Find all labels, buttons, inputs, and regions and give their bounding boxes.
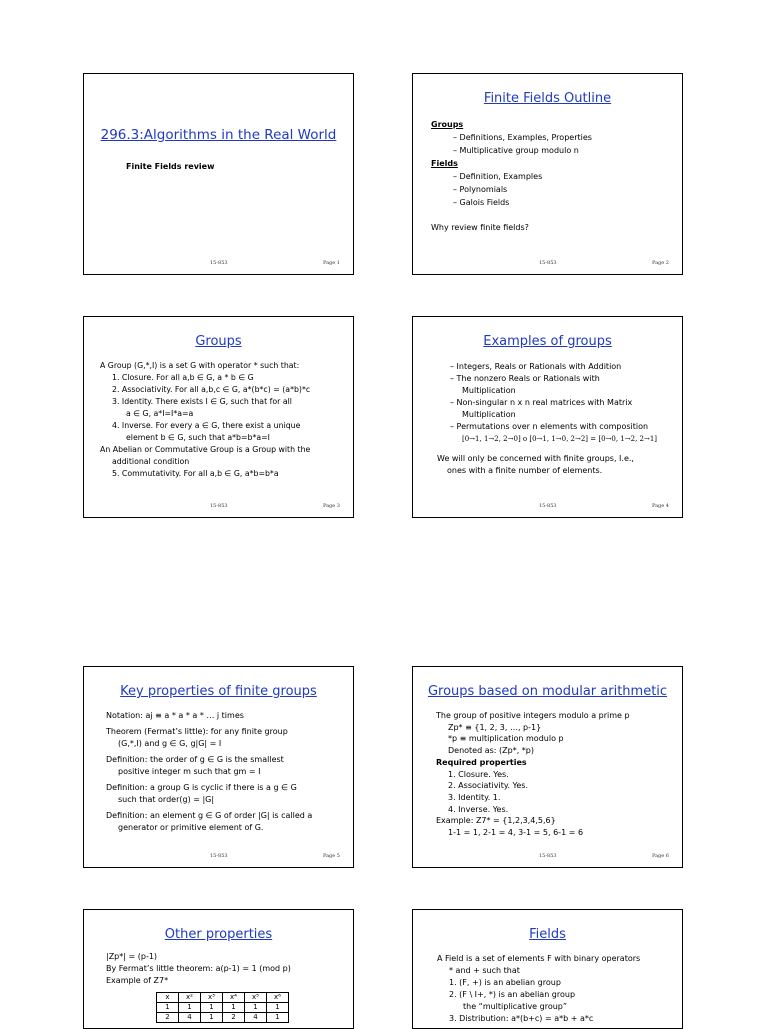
slide-7 [83, 909, 354, 1029]
slide-title: Other properties [164, 927, 273, 942]
content-line: |Zp*| = (p-1) [106, 952, 158, 961]
slide-3 [83, 316, 354, 518]
table-cell: 2 [223, 1013, 245, 1023]
footer-course: 15-853 [539, 260, 557, 266]
heading-fields: Fields [431, 159, 458, 168]
content-line: 2. (F \ I+, *) is an abelian group [449, 990, 576, 999]
content-line: 1. (F, +) is an abelian group [449, 978, 561, 987]
property-line: element b ∈ G, such that a*b=b*a=I [126, 433, 270, 442]
bullet: – Galois Fields [453, 198, 510, 207]
bullet: Multiplication [462, 386, 516, 395]
slide-1 [83, 73, 354, 275]
bullet: Multiplication [462, 410, 516, 419]
content-line: Zp* ≡ {1, 2, 3, …, p-1} [448, 722, 542, 732]
table-cell: 4 [245, 1013, 267, 1023]
table-header-cell: x⁶ [267, 993, 289, 1003]
footer-page: Page 6 [651, 853, 669, 859]
table-cell: 1 [201, 1003, 223, 1013]
heading-groups: Groups [431, 120, 464, 129]
content-line: 3. Distribution: a*(b+c) = a*b + a*c [449, 1014, 594, 1023]
notation-line: Notation: aj ≡ a * a * a * … j times [106, 711, 244, 720]
bullet: – Non-singular n x n real matrices with Matrix [450, 398, 633, 407]
definition-line: additional condition [112, 457, 190, 466]
slide-content [106, 951, 343, 987]
note-line: We will only be concerned with finite groups, I.e., [437, 454, 634, 463]
definition-line: positive integer m such that gm = I [118, 767, 261, 776]
question-text: Why review finite fields? [431, 223, 529, 232]
footer-page: Page 3 [322, 503, 340, 509]
slide-title: Finite Fields Outline [483, 91, 612, 106]
theorem-line: (G,*,I) and g ∈ G, g|G| = I [118, 739, 222, 748]
slide-content [436, 710, 672, 839]
slide-5 [83, 666, 354, 868]
slide-content [437, 361, 672, 477]
slide-2 [412, 73, 683, 275]
footer-page: Page 4 [651, 503, 669, 509]
table-cell: 1 [223, 1003, 245, 1013]
table-header-cell: x² [179, 993, 201, 1003]
bullet: – Polynomials [453, 185, 508, 194]
footer-course: 15-853 [539, 853, 557, 859]
table-cell: 1 [157, 1003, 179, 1013]
content-line: Required properties [436, 757, 527, 767]
slide-title: Fields [529, 927, 566, 942]
table-cell: 1 [267, 1003, 289, 1013]
permutation-example: [0→1, 1→2, 2→0] o [0→1, 1→0, 2→2] = [0→0, 1→2, 2→1] [462, 435, 658, 443]
content-line: the “multiplicative group” [463, 1002, 568, 1011]
slide-6 [412, 666, 683, 868]
property-line: 3. Identity. There exists I ∈ G, such that for all [112, 397, 292, 406]
table-cell: 4 [179, 1013, 201, 1023]
table-row [157, 1003, 289, 1013]
content-line: Example: Z7* = {1,2,3,4,5,6} [436, 816, 556, 826]
table-header-row [157, 993, 289, 1003]
slide-8 [412, 909, 683, 1029]
property-line: 5. Commutativity. For all a,b ∈ G, a*b=b*a [112, 469, 279, 478]
table-row [157, 1013, 289, 1023]
definition-line: Definition: the order of g ∈ G is the smallest [106, 755, 284, 764]
property-line: 2. Associativity. For all a,b,c ∈ G, a*(b*c) = (a*b)*c [112, 385, 311, 394]
footer-course: 15-853 [210, 503, 228, 509]
table-header-cell: x³ [201, 993, 223, 1003]
slide-subtitle: Finite Fields review [126, 162, 215, 171]
table-header-cell: x [157, 993, 179, 1003]
table-cell: 2 [157, 1013, 179, 1023]
content-line: A Field is a set of elements F with binary operators [437, 954, 641, 963]
power-table [156, 992, 289, 1023]
bullet: – Definition, Examples [453, 172, 543, 181]
definition-line: Definition: a group G is cyclic if there is a g ∈ G [106, 783, 297, 792]
slide-4 [412, 316, 683, 518]
slide-content [100, 360, 343, 480]
bullet: – Integers, Reals or Rationals with Addition [450, 362, 622, 371]
definition-line: A Group (G,*,I) is a set G with operator * such that: [100, 361, 300, 370]
definition-line: An Abelian or Commutative Group is a Group with the [100, 445, 311, 454]
bullet: – The nonzero Reals or Rationals with [450, 374, 600, 383]
slide-content [431, 118, 672, 234]
footer-page: Page 5 [322, 853, 340, 859]
content-line: By Fermat’s little theorem: a(p-1) = 1 (mod p) [106, 964, 291, 973]
table-cell: 1 [179, 1003, 201, 1013]
table-cell: 1 [245, 1003, 267, 1013]
property-line: 1. Closure. For all a,b ∈ G, a * b ∈ G [112, 373, 254, 382]
theorem-line: Theorem (Fermat’s little): for any finite group [106, 727, 288, 736]
footer-course: 15-853 [210, 260, 228, 266]
content-line: 1-1 = 1, 2-1 = 4, 3-1 = 5, 6-1 = 6 [448, 828, 584, 838]
slide-content [106, 710, 343, 834]
content-line: 3. Identity. 1. [448, 792, 501, 802]
footer-page: Page 2 [651, 260, 669, 266]
content-line: * and + such that [449, 966, 520, 975]
content-line: The group of positive integers modulo a prime p [436, 711, 630, 720]
slide-title: Examples of groups [483, 334, 612, 349]
bullet: – Definitions, Examples, Properties [453, 133, 592, 142]
property-line: 4. Inverse. For every a ∈ G, there exist a unique [112, 421, 301, 430]
footer-page: Page 1 [322, 260, 340, 266]
slide-title: Key properties of finite groups [120, 684, 317, 699]
slide-title: Groups [195, 334, 242, 349]
table-header-cell: x⁵ [245, 993, 267, 1003]
footer-course: 15-853 [539, 503, 557, 509]
content-line: 2. Associativity. Yes. [448, 781, 528, 791]
content-line: 1. Closure. Yes. [448, 769, 509, 779]
content-line: *p ≡ multiplication modulo p [448, 734, 564, 744]
definition-line: Definition: an element g ∈ G of order |G| is called a [106, 811, 313, 820]
content-line: 4. Inverse. Yes. [448, 804, 509, 814]
content-line: Denoted as: (Zp*, *p) [448, 746, 534, 756]
property-line: a ∈ G, a*I=I*a=a [126, 409, 194, 418]
definition-line: generator or primitive element of G. [118, 823, 264, 832]
bullet: – Permutations over n elements with composition [450, 422, 649, 431]
bullet: – Multiplicative group modulo n [453, 146, 579, 155]
definition-line: such that order(g) = |G| [118, 795, 215, 804]
table-cell: 1 [267, 1013, 289, 1023]
note-line: ones with a finite number of elements. [447, 466, 603, 475]
footer-course: 15-853 [210, 853, 228, 859]
slide-title: 296.3:Algorithms in the Real World [100, 127, 337, 143]
table-cell: 1 [201, 1013, 223, 1023]
table-header-cell: x⁴ [223, 993, 245, 1003]
content-line: Example of Z7* [106, 976, 169, 985]
slide-content [437, 953, 672, 1025]
slide-title: Groups based on modular arithmetic [427, 684, 668, 699]
